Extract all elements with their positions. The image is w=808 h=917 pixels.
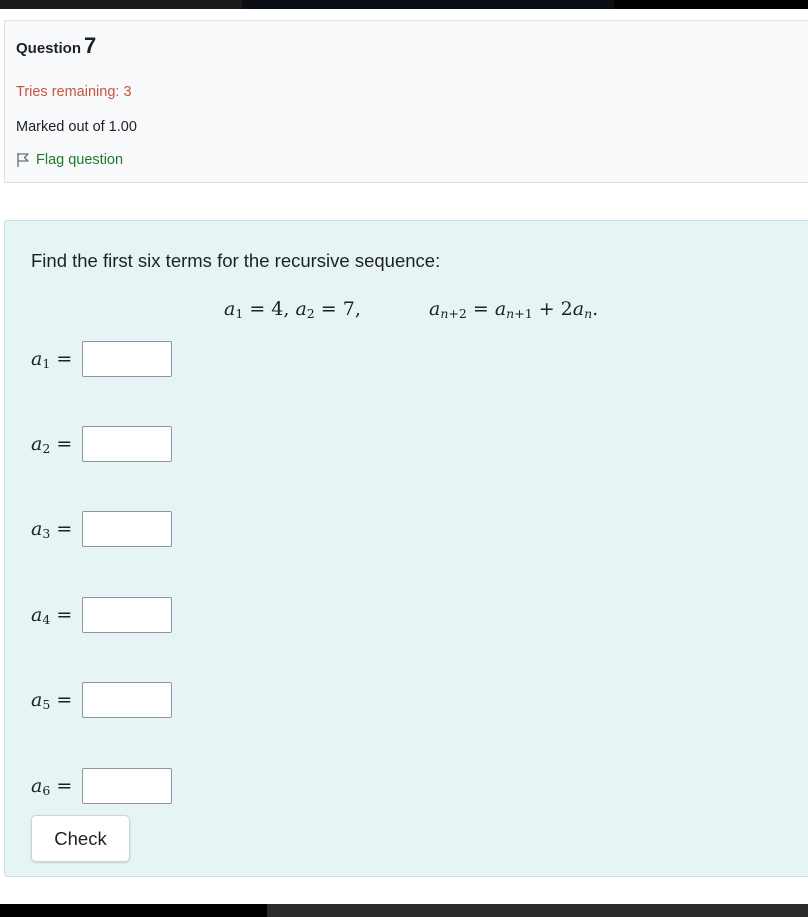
term-label-a5: $a_5$ = [31,689,73,712]
term-input-a1[interactable] [82,341,172,377]
term-row-a6 [31,768,172,804]
question-label: Question [16,40,82,57]
initial-conditions: $a_1 = 4$, $a_2 = 7$, [224,298,361,321]
term-row-a3 [31,511,172,547]
term-label-a1: $a_1$ = [31,348,73,371]
bottom-window-strip [0,904,808,917]
question-prompt: Find the first six terms for the recursive sequence: [31,250,441,271]
question-heading [16,33,96,59]
term-input-a5[interactable] [82,682,172,718]
term-label-a6: $a_6$ = [31,775,73,798]
term-input-a4[interactable] [82,597,172,633]
term-label-a4: $a_4$ = [31,604,73,627]
question-number: 7 [84,33,97,58]
marked-out-of: Marked out of 1.00 [16,119,137,135]
a2-given-value: 7 [342,298,355,320]
flag-question-link[interactable] [16,152,123,168]
term-row-a1 [31,341,172,377]
top-strip-segment [242,0,614,9]
recurrence-relation: $a_{n+2} = a_{n+1} + 2a_n$. [429,298,599,321]
bottom-strip-segment [267,904,808,917]
term-label-a3: $a_3$ = [31,518,73,541]
check-button[interactable]: Check [31,815,130,862]
flag-question-label[interactable]: Flag question [36,152,124,168]
a1-given-value: 4 [271,298,284,320]
term-row-a5 [31,682,172,718]
tries-remaining: Tries remaining: 3 [16,84,132,100]
term-row-a4 [31,597,172,633]
term-row-a2 [31,426,172,462]
question-formulation [4,220,808,877]
term-input-a6[interactable] [82,768,172,804]
flag-outline-icon [16,152,30,168]
term-input-a3[interactable] [82,511,172,547]
top-strip-segment [0,0,242,9]
term-input-a2[interactable] [82,426,172,462]
recurrence-coefficient: 2 [560,298,573,320]
question-info-panel [4,20,808,183]
top-window-strip [0,0,808,9]
term-label-a2: $a_2$ = [31,433,73,456]
